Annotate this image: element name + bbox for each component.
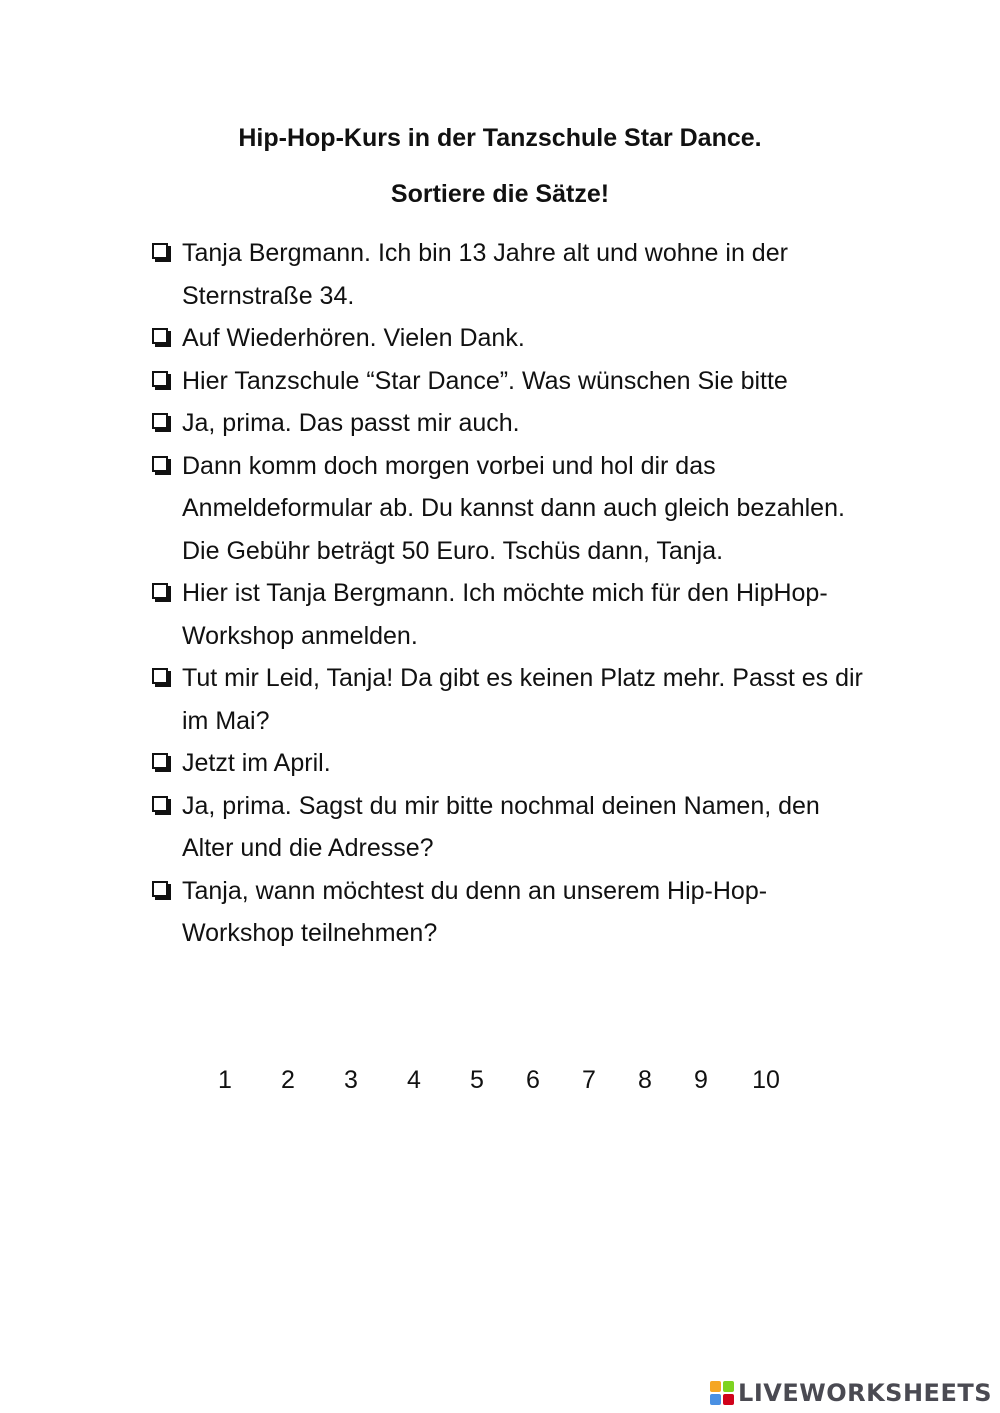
list-item: [152, 232, 872, 317]
logo-square: [710, 1381, 721, 1392]
sentence-text: Dann komm doch morgen vorbei und hol dir das Anmeldeformular ab. Du kannst dann auch gleich bezahlen. Die Gebühr beträgt 50 Euro. Tschüs dann, Tanja.: [182, 451, 845, 565]
order-number: 2: [281, 1066, 295, 1094]
list-item: [152, 742, 872, 785]
checkbox[interactable]: [152, 881, 168, 897]
liveworksheets-logo-icon: [710, 1381, 734, 1405]
checkbox[interactable]: [152, 583, 168, 599]
checkbox[interactable]: [152, 413, 168, 429]
sentence-text: Ja, prima. Sagst du mir bitte nochmal deinen Namen, den Alter und die Adresse?: [182, 791, 820, 862]
order-number: 9: [694, 1066, 708, 1094]
sentence-list: [152, 232, 872, 955]
sentence-text: Tanja, wann möchtest du denn an unserem Hip-Hop-Workshop teilnehmen?: [182, 876, 768, 947]
order-number: 3: [344, 1066, 358, 1094]
sentence-text: Jetzt im April.: [182, 749, 331, 777]
checkbox[interactable]: [152, 796, 168, 812]
list-item: [152, 870, 872, 955]
checkbox[interactable]: [152, 371, 168, 387]
checkbox[interactable]: [152, 668, 168, 684]
checkbox[interactable]: [152, 753, 168, 769]
order-number: 4: [407, 1066, 421, 1094]
sentence-text: Tut mir Leid, Tanja! Da gibt es keinen Platz mehr. Passt es dir im Mai?: [182, 664, 863, 735]
order-number: 5: [470, 1066, 484, 1094]
checkbox[interactable]: [152, 456, 168, 472]
logo-square: [723, 1381, 734, 1392]
sentence-text: Hier Tanzschule “Star Dance”. Was wünschen Sie bitte: [182, 366, 788, 395]
list-item: [152, 317, 872, 360]
order-number: 7: [582, 1066, 596, 1094]
sentence-text: Tanja Bergmann. Ich bin 13 Jahre alt und wohne in der Sternstraße 34.: [182, 239, 788, 310]
sentence-text: Hier ist Tanja Bergmann. Ich möchte mich für den HipHop-Workshop anmelden.: [182, 579, 828, 650]
logo-square: [723, 1394, 734, 1405]
checkbox[interactable]: [152, 328, 168, 344]
list-item: [152, 572, 872, 657]
liveworksheets-watermark: [710, 1379, 992, 1407]
instruction-heading: Sortiere die Sätze!: [390, 180, 610, 208]
list-item: [152, 785, 872, 870]
page-title: Hip-Hop-Kurs in der Tanzschule Star Dance.: [238, 124, 762, 152]
logo-square: [710, 1394, 721, 1405]
list-item: [152, 445, 872, 573]
list-item: [152, 657, 872, 742]
order-number: 8: [638, 1066, 652, 1094]
sentence-text: Ja, prima. Das passt mir auch.: [182, 409, 520, 437]
list-item: [152, 360, 872, 403]
checkbox[interactable]: [152, 243, 168, 259]
order-number: 6: [526, 1066, 540, 1094]
sentence-text: Auf Wiederhören. Vielen Dank.: [182, 324, 525, 352]
list-item: [152, 402, 872, 445]
order-numbers: [0, 1066, 1000, 1106]
watermark-text: LIVEWORKSHEETS: [738, 1379, 992, 1407]
order-number: 1: [218, 1066, 232, 1094]
order-number: 10: [752, 1066, 780, 1094]
